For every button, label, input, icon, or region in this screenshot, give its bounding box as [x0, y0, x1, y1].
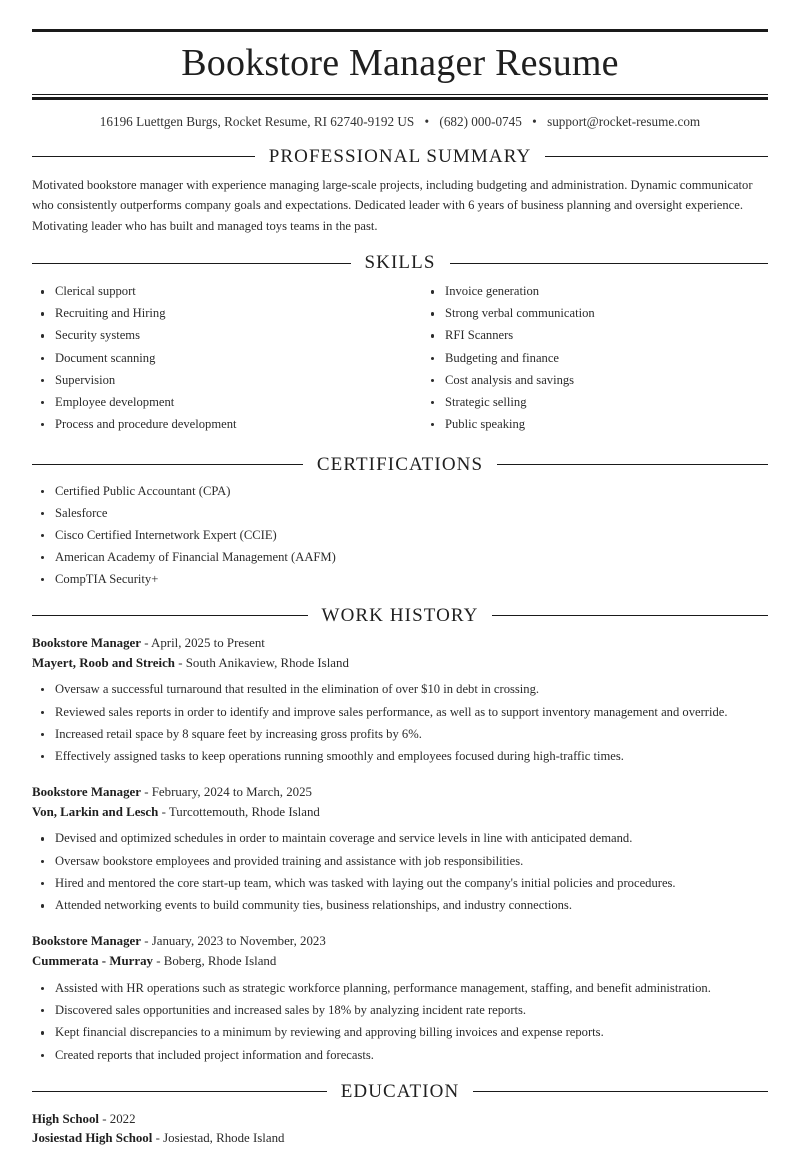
list-item: Discovered sales opportunities and increased sales by 18% by analyzing incident rate reports. [32, 1002, 768, 1020]
skills-columns [32, 281, 768, 437]
job-company-line [32, 803, 768, 823]
section-rule-left [32, 1091, 327, 1092]
header-bottom-rule-thick [32, 97, 768, 100]
list-item: Increased retail space by 8 square feet by increasing gross profits by 6%. [32, 726, 768, 744]
section-header-professional-summary [32, 146, 768, 168]
section-title: CERTIFICATIONS [316, 453, 484, 475]
job-dates: April, 2025 to Present [151, 635, 265, 650]
job-company: Cummerata - Murray [32, 953, 153, 968]
education-school: Josiestad High School [32, 1131, 153, 1146]
list-item: Strategic selling [422, 394, 768, 412]
job-role: Bookstore Manager [32, 635, 141, 650]
job-location: Boberg, Rhode Island [163, 953, 277, 968]
section-header-certifications [32, 454, 768, 476]
summary-text: Motivated bookstore manager with experience managing large-scale projects, including budgeting and administration. Dynamic communicator who consistently outperforms company goals and expectations. Dedicated leader with 6 years of business planning and oversight experience. Motivating leader who has built and managed toys teams in the past. [32, 177, 753, 233]
job-role-line [32, 634, 768, 654]
section-title: EDUCATION [340, 1080, 460, 1102]
header-bottom-rule [32, 94, 768, 100]
list-item: Oversaw bookstore employees and provided training and assistance with job responsibilities. [32, 853, 768, 871]
job-role-line [32, 783, 768, 803]
section-rule-right [497, 464, 768, 465]
section-work-history [32, 605, 768, 1065]
job-role: Bookstore Manager [32, 785, 141, 800]
section-rule-right [492, 615, 768, 616]
job-dash: - [144, 934, 149, 949]
education-degree-line [32, 1110, 768, 1130]
section-rule-left [32, 156, 255, 157]
list-item: Assisted with HR operations such as strategic workforce planning, performance management, staffing, and benefit administration. [32, 980, 768, 998]
work-history-entry [32, 634, 768, 766]
job-bullets [32, 980, 768, 1065]
list-item: CompTIA Security+ [32, 571, 768, 589]
list-item: Budgeting and finance [422, 350, 768, 368]
education-dash: - [155, 1131, 160, 1146]
list-item: Invoice generation [422, 283, 768, 301]
job-dash: - [161, 804, 166, 819]
resume-header [32, 29, 768, 130]
section-rule-left [32, 464, 303, 465]
section-rule-right [450, 263, 769, 264]
education-year: 2022 [109, 1111, 136, 1126]
skills-list-right [422, 283, 768, 433]
list-item: Recruiting and Hiring [32, 305, 400, 323]
section-professional-summary [32, 146, 768, 237]
work-history-entry [32, 932, 768, 1064]
list-item: Certified Public Accountant (CPA) [32, 483, 768, 501]
header-top-rule [32, 29, 768, 32]
list-item: Cost analysis and savings [422, 372, 768, 390]
job-role-line [32, 932, 768, 952]
list-item: Employee development [32, 394, 400, 412]
list-item: Reviewed sales reports in order to identify and improve sales performance, as well as to support inventory management and override. [32, 704, 768, 722]
section-skills [32, 252, 768, 437]
education-entry [32, 1110, 768, 1149]
list-item: Effectively assigned tasks to keep operations running smoothly and employees focused during high-traffic times. [32, 748, 768, 766]
list-item: Strong verbal communication [422, 305, 768, 323]
job-bullets [32, 681, 768, 766]
job-company-line [32, 952, 768, 972]
list-item: Public speaking [422, 416, 768, 434]
section-header-work-history [32, 605, 768, 627]
list-item: Hired and mentored the core start-up team, which was tasked with laying out the company's initial policies and procedures. [32, 875, 768, 893]
job-location: Turcottemouth, Rhode Island [168, 804, 320, 819]
skills-column-right [400, 281, 768, 437]
list-item: Devised and optimized schedules in order to maintain coverage and service levels in line with anticipated demand. [32, 830, 768, 848]
job-bullets [32, 830, 768, 915]
education-location: Josiestad, Rhode Island [163, 1131, 285, 1146]
skills-list-left [32, 283, 400, 433]
education-school-line [32, 1129, 768, 1149]
list-item: Oversaw a successful turnaround that resulted in the elimination of over $10 in debt in crossing. [32, 681, 768, 699]
contact-separator-1: • [424, 113, 430, 129]
section-title: PROFESSIONAL SUMMARY [268, 145, 532, 167]
job-dash: - [178, 655, 183, 670]
list-item: Salesforce [32, 505, 768, 523]
job-company-line [32, 654, 768, 674]
list-item: Document scanning [32, 350, 400, 368]
section-education [32, 1081, 768, 1149]
job-dash: - [144, 635, 149, 650]
contact-email[interactable]: support@rocket-resume.com [547, 113, 701, 129]
section-title: WORK HISTORY [321, 604, 479, 626]
section-header-education [32, 1081, 768, 1103]
job-role: Bookstore Manager [32, 934, 141, 949]
resume-page [0, 29, 800, 1146]
job-company: Von, Larkin and Lesch [32, 804, 159, 819]
contact-separator-2: • [532, 113, 537, 129]
list-item: Supervision [32, 372, 400, 390]
education-degree: High School [32, 1111, 99, 1126]
job-dash: - [144, 785, 149, 800]
job-dates: February, 2024 to March, 2025 [151, 785, 312, 800]
section-rule-right [545, 156, 768, 157]
section-title: SKILLS [364, 252, 436, 274]
list-item: Process and procedure development [32, 416, 400, 434]
skills-column-left [32, 281, 400, 437]
section-rule-left [32, 263, 351, 264]
education-dash: - [102, 1111, 107, 1126]
certifications-list [32, 483, 768, 589]
list-item: Clerical support [32, 283, 400, 301]
job-dates: January, 2023 to November, 2023 [151, 934, 326, 949]
work-history-entry [32, 783, 768, 915]
contact-address: 16196 Luettgen Burgs, Rocket Resume, RI 62740-9192 US [99, 113, 415, 129]
section-rule-right [473, 1091, 768, 1092]
list-item: Created reports that included project information and forecasts. [32, 1047, 768, 1065]
section-certifications [32, 454, 768, 589]
contact-phone[interactable]: (682) 000-0745 [439, 113, 522, 129]
list-item: Kept financial discrepancies to a minimum by reviewing and approving billing invoices and expense reports. [32, 1024, 768, 1042]
list-item: Security systems [32, 327, 400, 345]
section-header-skills [32, 252, 768, 274]
list-item: American Academy of Financial Management (AAFM) [32, 549, 768, 567]
list-item: Attended networking events to build community ties, business relationships, and industry connections. [32, 897, 768, 915]
contact-line [32, 114, 768, 130]
job-company: Mayert, Roob and Streich [32, 655, 175, 670]
section-rule-left [32, 615, 308, 616]
list-item: Cisco Certified Internetwork Expert (CCIE) [32, 527, 768, 545]
list-item: RFI Scanners [422, 327, 768, 345]
job-dash: - [156, 953, 161, 968]
job-location: South Anikaview, Rhode Island [185, 655, 349, 670]
page-title: Bookstore Manager Resume [181, 42, 619, 84]
